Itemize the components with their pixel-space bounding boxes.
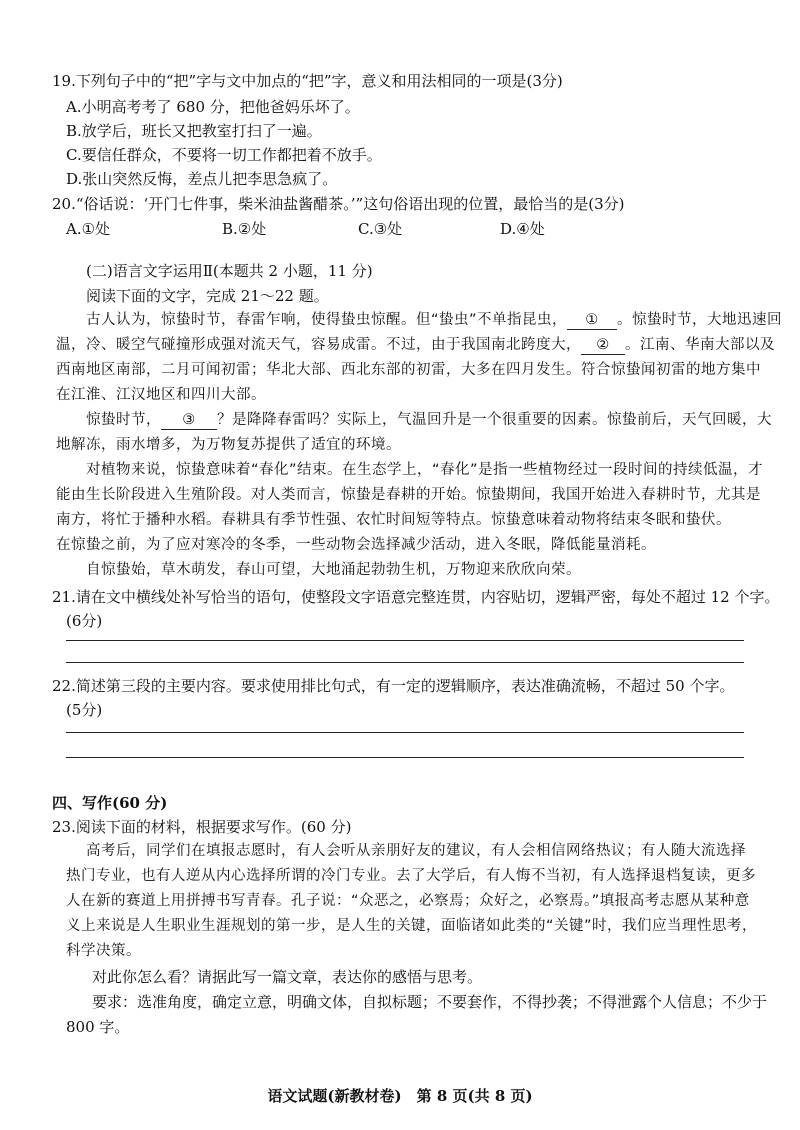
passage-p3-line3: 南方，将忙于播种水稻。春耕具有季节性强、农忙时间短等特点。惊蛰意味着动物将结束冬眠和蛰伏。 [56, 512, 731, 528]
section2-instruction: 阅读下面的文字，完成 21～22 题。 [86, 287, 329, 305]
passage-p1-line2: 温，冷、暖空气碰撞形成强对流天气，容易成雷。不过，由于我国南北跨度大， ② 。江南、华南大部以及 [56, 337, 775, 355]
q21-points: (6分) [66, 612, 103, 630]
passage-p1-line3: 西南地区南部，二月可闻初雷；华北大部、西北东部的初雷，大多在四月发生。符合惊蛰闻初雷的地方集中 [56, 362, 761, 378]
q22-stem: 22.简述第三段的主要内容。要求使用排比句式，有一定的逻辑顺序，表达准确流畅，不超过 50 个字。 [52, 677, 735, 695]
q22-points: (5分) [66, 701, 103, 719]
q20-option-b: B.②处 [222, 220, 267, 238]
q20-option-d: D.④处 [500, 220, 545, 238]
q19-option-d: D.张山突然反悔，差点儿把李思急疯了。 [66, 170, 338, 188]
passage-p3-line4: 在惊蛰之前，为了应对寒冷的冬季，一些动物会选择减少活动，进入冬眠，降低能量消耗。 [56, 537, 656, 553]
q20-stem: 20.“俗话说：‘开门七件事，柴米油盐酱醋茶。’”这句俗语出现的位置，最恰当的是(3分) [52, 195, 625, 213]
q23-material-line2: 热门专业，也有人逆从内心选择所谓的冷门专业。去了大学后，有人悔不当初，有人选择退档复读，更多 [66, 868, 756, 884]
blank-1: ① [567, 312, 617, 330]
q23-material-line3: 人在新的赛道上用拼搏书写青春。孔子说：“众恶之，必察焉；众好之，必察焉。”填报高考志愿从某种意 [66, 893, 750, 909]
q22-answer-line-1[interactable] [66, 732, 744, 733]
q23-material-line1: 高考后，同学们在填报志愿时，有人会听从亲朋好友的建议，有人会相信网络热议；有人随大流选择 [86, 843, 746, 859]
passage-p2-line2: 地解冻，雨水增多，为万物复苏提供了适宜的环境。 [56, 437, 401, 453]
q23-prompt: 对此你怎么看？请据此写一篇文章，表达你的感悟与思考。 [92, 968, 483, 986]
part4-title: 四、写作(60 分) [52, 794, 168, 812]
passage-p2-line1: 惊蛰时节， ③ ？是降降春雷吗？实际上，气温回升是一个很重要的因素。惊蛰前后，天气回暖，大 [86, 412, 772, 430]
q20-option-a: A.①处 [66, 220, 111, 238]
passage-p1-line1: 古人认为，惊蛰时节，春雷乍响，使得蛰虫惊醒。但“蛰虫”不单指昆虫， ① 。惊蛰时节，大地迅速回 [86, 312, 782, 330]
q20-option-c: C.③处 [358, 220, 403, 238]
passage-p1-line4: 在江淮、江汉地区和四川大部。 [56, 387, 266, 403]
q21-answer-line-1[interactable] [66, 640, 744, 641]
blank-3: ③ [161, 412, 217, 430]
blank-2: ② [581, 337, 625, 355]
page-footer: 语文试题(新教材卷) 第 8 页(共 8 页) [267, 1087, 533, 1105]
q23-material-line4: 义上来说是人生职业生涯规划的第一步，是人生的关键，面临诸如此类的“关键”时，我们应当理性思考， [66, 918, 758, 934]
q23-requirements: 要求：选准角度，确定立意，明确文体，自拟标题；不要套作，不得抄袭；不得泄露个人信息；不少于 [92, 993, 768, 1011]
q23-requirements-cont: 800 字。 [66, 1018, 130, 1036]
q19-stem: 19.下列句子中的“把”字与文中加点的“把”字，意义和用法相同的一项是(3分) [52, 72, 563, 90]
q19-option-b: B.放学后，班长又把教室打扫了一遍。 [66, 122, 322, 140]
q22-answer-line-2[interactable] [66, 757, 744, 758]
passage-p3-line1: 对植物来说，惊蛰意味着“春化”结束。在生态学上，“春化”是指一些植物经过一段时间的持续低温，才 [86, 462, 764, 478]
q23-material-line5: 科学决策。 [66, 943, 141, 959]
passage-p3-line2: 能由生长阶段进入生殖阶段。对人类而言，惊蛰是春耕的开始。惊蛰期间，我国开始进入春耕时节，尤其是 [56, 487, 761, 503]
passage-p4: 自惊蛰始，草木萌发，春山可望，大地涌起勃勃生机，万物迎来欣欣向荣。 [86, 562, 581, 578]
q19-option-c: C.要信任群众，不要将一切工作都把着不放手。 [66, 146, 382, 164]
q23-stem: 23.阅读下面的材料，根据要求写作。(60 分) [52, 818, 352, 836]
section2-title: (二)语言文字运用Ⅱ(本题共 2 小题，11 分) [86, 262, 373, 280]
q21-stem: 21.请在文中横线处补写恰当的语句，使整段文字语意完整连贯，内容贴切，逻辑严密，每处不超过 12 个字。 [52, 588, 780, 606]
q19-option-a: A.小明高考考了 680 分，把他爸妈乐坏了。 [66, 98, 360, 116]
q21-answer-line-2[interactable] [66, 662, 744, 663]
